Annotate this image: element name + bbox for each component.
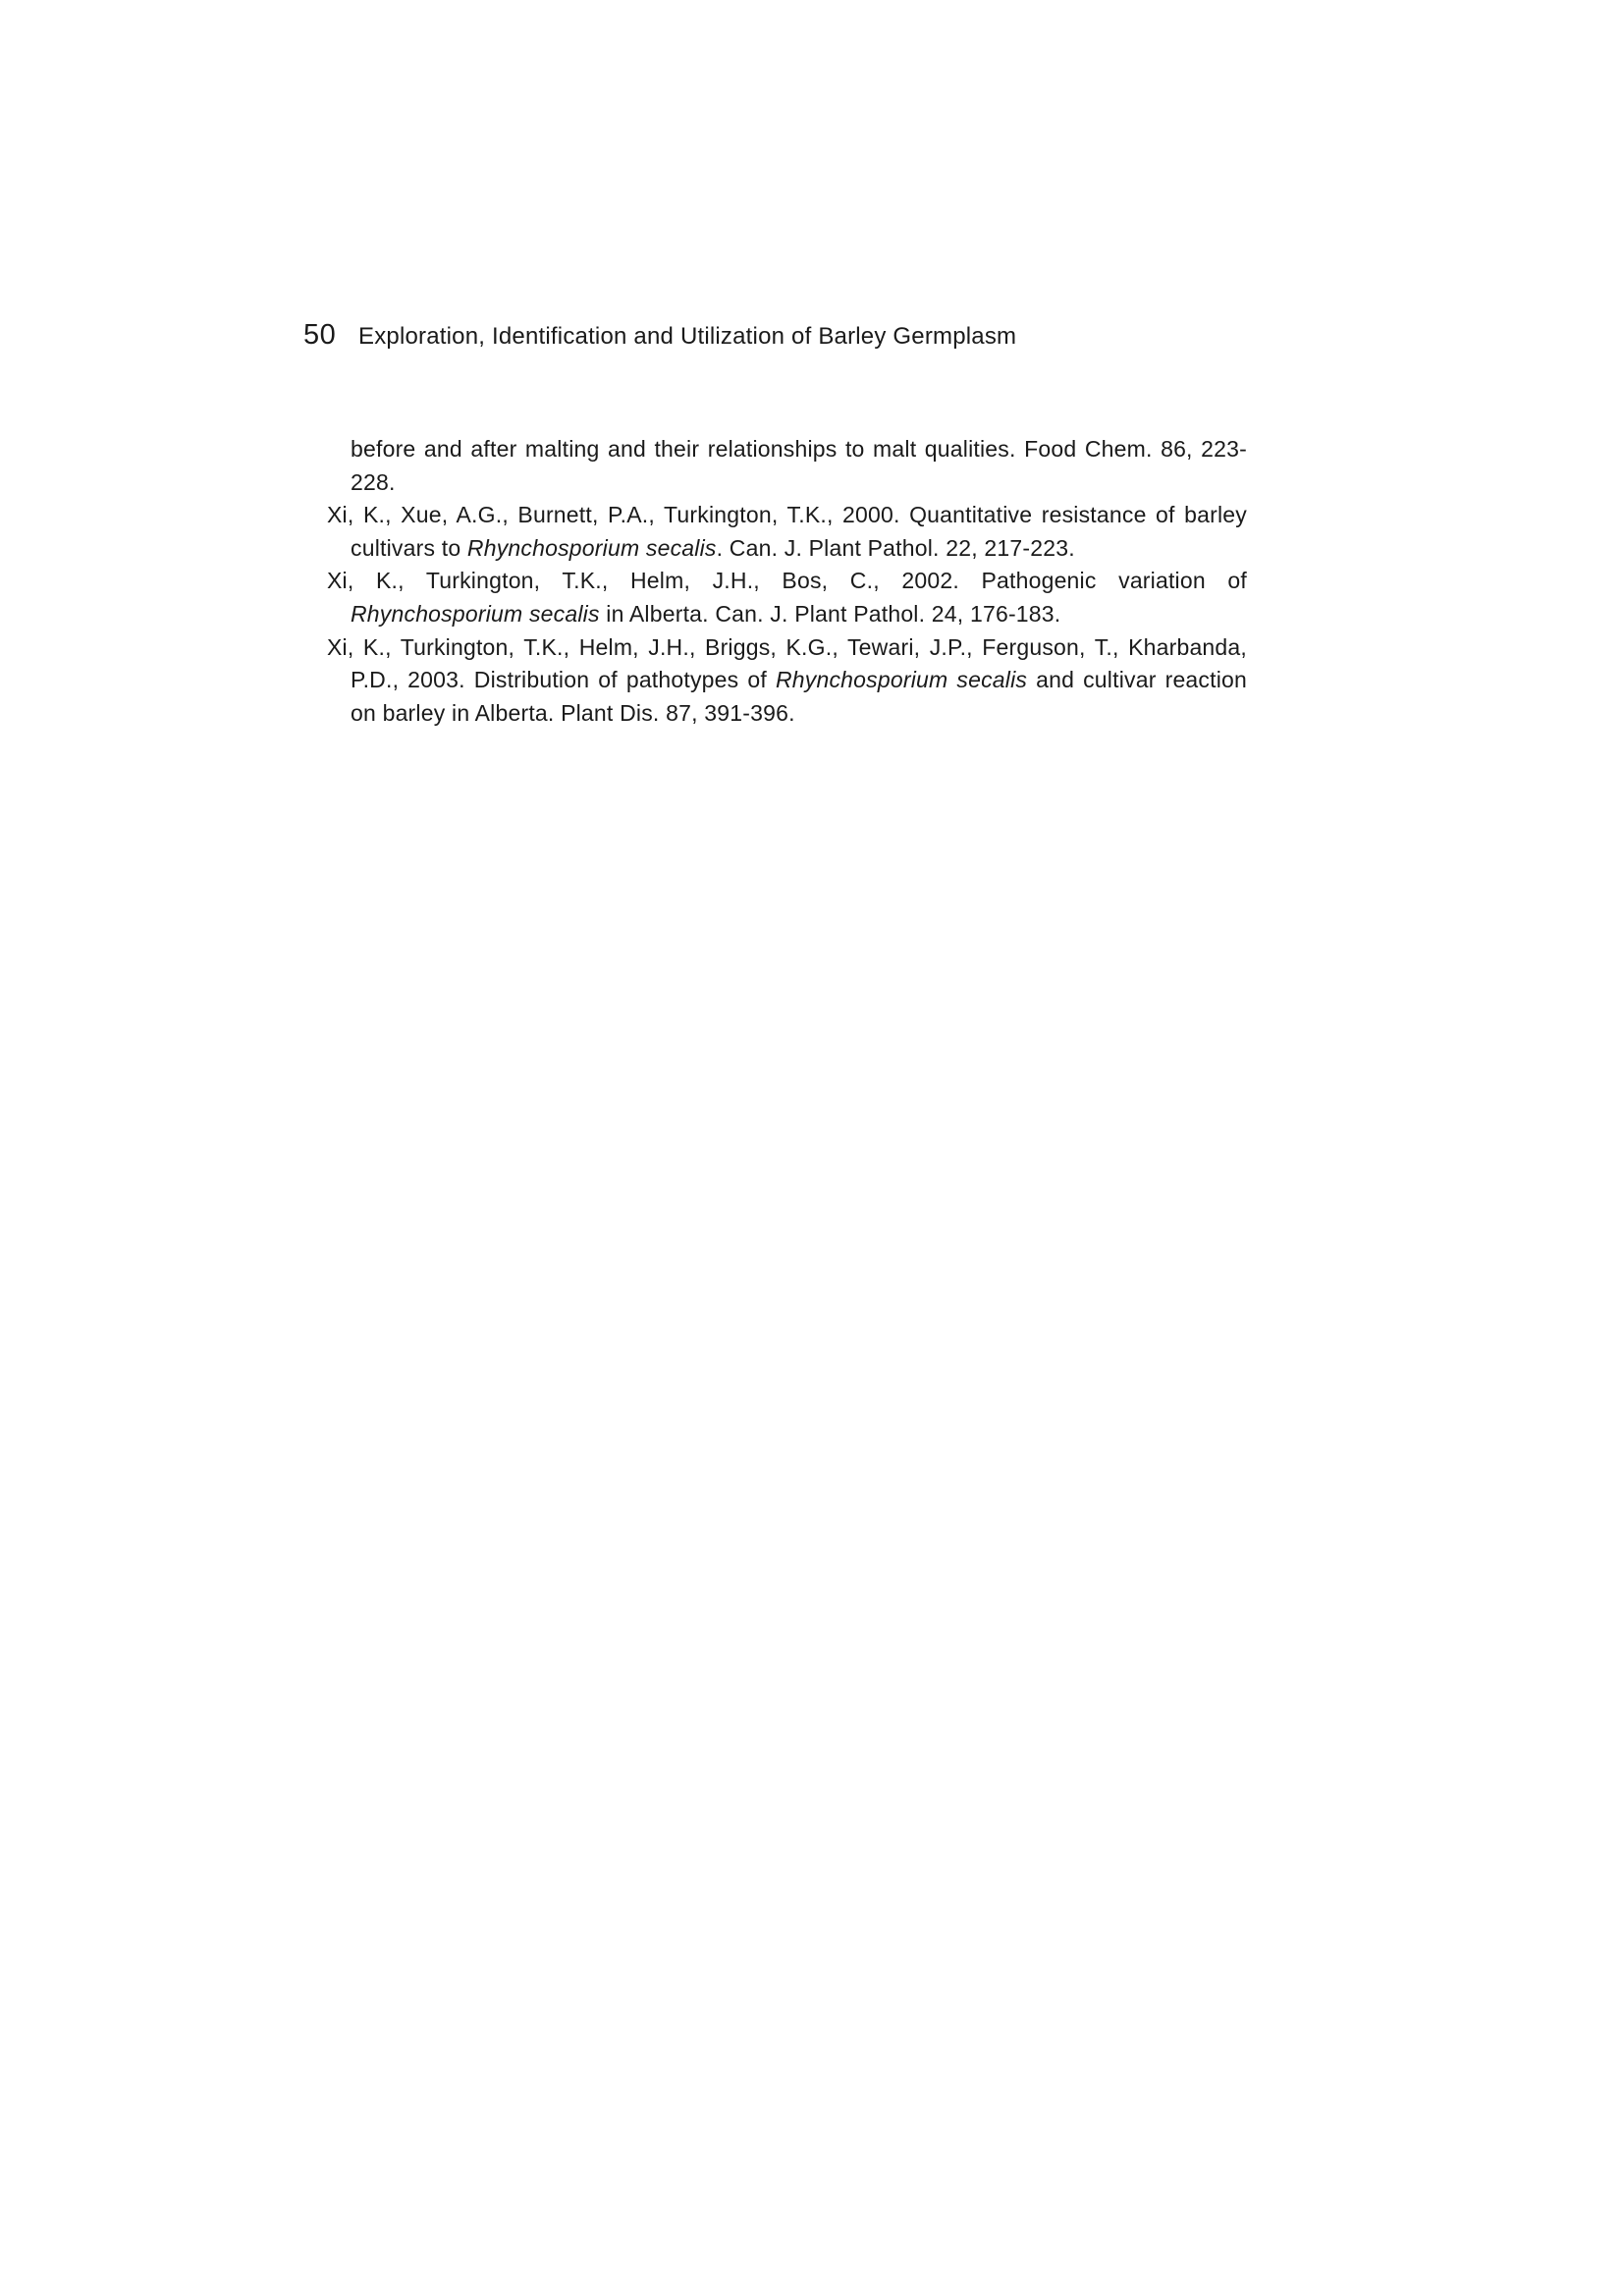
species-name: Rhynchosporium secalis: [466, 534, 717, 561]
species-name: Rhynchosporium secalis: [351, 600, 600, 627]
page-number: 50: [303, 319, 337, 351]
running-header: [303, 319, 1246, 358]
reference-text: and cultivar reaction on barley in Alberta. Plant Dis. 87, 391-396.: [351, 667, 1248, 726]
reference-item: [327, 565, 1247, 630]
reference-text: before and after malting and their relationships to malt qualities. Food Chem. 86, 223-228.: [351, 436, 1247, 495]
book-title: Exploration, Identification and Utilization of Barley Germplasm: [358, 323, 1017, 350]
reference-text: Xi, K., Turkington, T.K., Helm, J.H., Briggs, K.G., Tewari, J.P., Ferguson, T., Kharbanda, P.D., 2003. Distribution of pathotypes of: [327, 633, 1247, 693]
reference-item: [327, 433, 1247, 499]
reference-text: Xi, K., Turkington, T.K., Helm, J.H., Bos, C., 2002. Pathogenic variation of: [327, 568, 1247, 594]
reference-item: [327, 499, 1247, 565]
reference-item: [327, 631, 1247, 731]
reference-text: . Can. J. Plant Pathol. 22, 217-223.: [716, 534, 1075, 561]
reference-list: [327, 433, 1247, 730]
reference-text: in Alberta. Can. J. Plant Pathol. 24, 176-183.: [599, 600, 1061, 627]
reference-text: Xi, K., Xue, A.G., Burnett, P.A., Turkington, T.K., 2000. Quantitative resistance of barley cultivars to: [327, 502, 1247, 561]
species-name: Rhynchosporium secalis: [775, 667, 1028, 693]
